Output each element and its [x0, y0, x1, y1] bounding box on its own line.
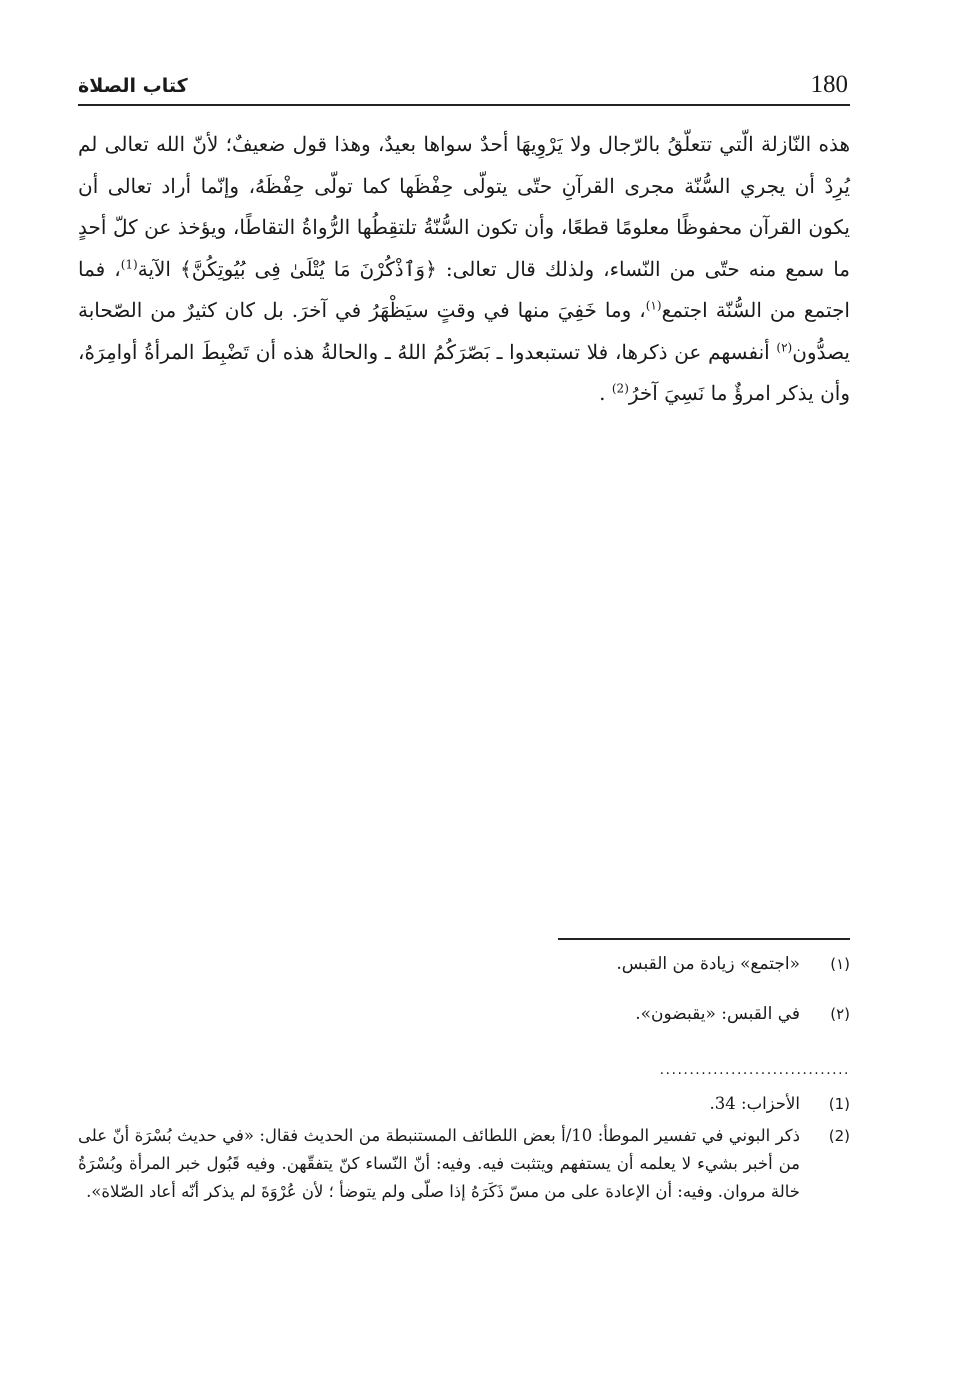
editor-footnotes [78, 950, 850, 1050]
footnote-separator [558, 938, 850, 940]
footnote-text: ذكر البوني في تفسير الموطأ: 10/أ بعض اللطائف المستنبطة من الحديث فقال: «في حديث بُسْرَة أنّ على من أخبر بشيء لا يعلمه أن يستفهم ويتثبت فيه. وفيه: أنّ النّساء كنّ يتفقّهن. وفيه قَبُول خبر المرأة وبُسْرَةُ خالة مروان. وفيه: أن الإعادة على من مسّ ذَكَرَهُ إذا صلّى ولم يتوضأ ؛ لأن عُرْوَةَ لم يذكر أنّه أعاد الصّلاة». [78, 1126, 800, 1201]
running-header [78, 70, 850, 106]
footnote-ref: (2) [611, 381, 629, 396]
text-segment: ، وما خَفِيَ منها في وقتٍ سيَظْهَرُ في آخرَ. بل كان كثيرٌ من الصّحابة يصدُّون [78, 298, 850, 364]
footnote-mark: (٢) [830, 1005, 850, 1023]
main-paragraph [78, 124, 850, 415]
footnote-ref: (1) [120, 256, 138, 271]
footnote-text: الأحزاب: 34. [709, 1094, 800, 1113]
dotted-separator: ................................ [659, 1064, 850, 1076]
text-segment: هذه النّازلة الّتي تتعلّقُ بالرّجال ولا يَرْوِيهَا أحدٌ سواها بعيدٌ، وهذا قول ضعيفٌ؛ لأنّ الله تعالى لم يُرِدْ أن يجري السُّنّة مجرى القرآنِ حتّى يتولّى حِفْظَها كما تولّى حِفْظَهُ، وإنّما أراد تعالى أن يكون القرآن محفوظًا معلومًا قطعًا، وأن تكون السُّنّةُ تلتقِطُها الرُّواةُ التقاطًا، ويؤخذ عن كلّ أحدٍ ما سمع منه حتّى من النّساء، ولذلك قال تعالى: ﴿وَٱذْكُرْنَ مَا يُتْلَىٰ فِى بُيُوتِكُنَّ﴾ الآية [78, 132, 851, 281]
footnote [78, 1000, 850, 1028]
footnote-text: في القبس: «يقبضون». [635, 1004, 800, 1024]
text-segment: . [599, 381, 612, 405]
footnote-text: «اجتمع» زيادة من القبس. [616, 954, 800, 974]
page-number: 180 [810, 71, 848, 98]
text-segment: أنفسهم عن ذكرها، فلا تستبعدوا ـ بَصّرَكُمُ اللهُ ـ والحالةُ هذه أن تَضْبِطَ المرأةُ أوامِرَهُ، وأن يذكر امرؤٌ ما نَسِيَ آخرُ [78, 339, 850, 405]
footnote [78, 1122, 850, 1206]
footnote-mark: (1) [828, 1095, 850, 1113]
author-footnotes [78, 1090, 850, 1210]
footnote-mark: (١) [830, 955, 850, 973]
footnote-mark: (2) [828, 1127, 850, 1145]
footnote-ref: (١) [645, 298, 662, 313]
footnote [78, 1090, 850, 1118]
book-title: كتاب الصلاة [78, 75, 188, 97]
footnote [78, 950, 850, 978]
footnote-ref: (٢) [776, 339, 793, 354]
text-segment: ، فما اجتمع من السُّنّة اجتمع [78, 256, 850, 322]
